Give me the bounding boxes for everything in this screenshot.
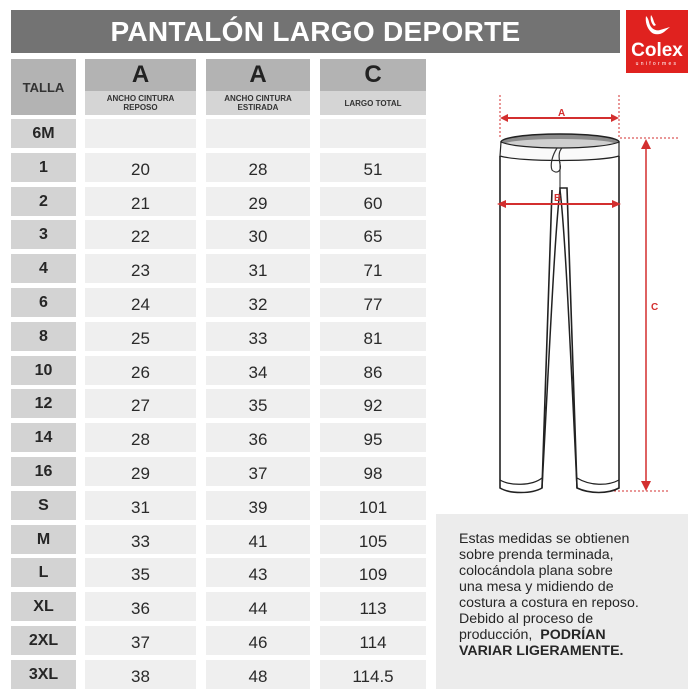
measurement-cell: 31 bbox=[206, 254, 310, 283]
note-line bbox=[459, 627, 684, 643]
note-emphasis: PODRÍAN bbox=[540, 627, 606, 643]
measurement-cell: 43 bbox=[206, 558, 310, 587]
note-line: Debido al proceso de bbox=[459, 611, 594, 627]
measurement-cell: 39 bbox=[206, 491, 310, 520]
measurement-cell: 33 bbox=[206, 322, 310, 351]
pants-diagram bbox=[480, 90, 680, 510]
measurement-cell: 29 bbox=[206, 187, 310, 216]
measurement-cell: 21 bbox=[85, 187, 196, 216]
measurement-cell: 23 bbox=[85, 254, 196, 283]
column-letter: C bbox=[320, 59, 426, 91]
measurement-cell: 114.5 bbox=[320, 660, 426, 689]
measurement-cell bbox=[206, 119, 310, 148]
measurement-cell: 22 bbox=[85, 220, 196, 249]
measurement-cell: 65 bbox=[320, 220, 426, 249]
measurement-cell: 105 bbox=[320, 525, 426, 554]
measurement-cell: 32 bbox=[206, 288, 310, 317]
wing-icon bbox=[642, 14, 674, 40]
column-label-line: ANCHO CINTURA bbox=[106, 94, 175, 103]
title-bar bbox=[11, 10, 620, 53]
measurement-cell: 86 bbox=[320, 356, 426, 385]
measurement-cell: 28 bbox=[206, 153, 310, 182]
measurement-cell: 27 bbox=[85, 389, 196, 418]
note-emphasis: VARIAR LIGERAMENTE. bbox=[459, 643, 624, 659]
column-label-line: REPOSO bbox=[123, 103, 158, 112]
measurement-cell: 44 bbox=[206, 592, 310, 621]
svg-text:A: A bbox=[558, 108, 566, 119]
measurement-cell: 41 bbox=[206, 525, 310, 554]
measurement-cell: 51 bbox=[320, 153, 426, 182]
size-cell: 14 bbox=[11, 423, 76, 452]
measurement-cell: 33 bbox=[85, 525, 196, 554]
measurement-cell: 48 bbox=[206, 660, 310, 689]
size-cell: 10 bbox=[11, 356, 76, 385]
svg-text:B: B bbox=[554, 193, 562, 204]
size-cell: 1 bbox=[11, 153, 76, 182]
measurement-cell: 30 bbox=[206, 220, 310, 249]
size-cell: XL bbox=[11, 592, 76, 621]
size-column-header: TALLA bbox=[11, 59, 76, 115]
measurement-cell: 92 bbox=[320, 389, 426, 418]
measurement-cell: 95 bbox=[320, 423, 426, 452]
note-line-text: producción, bbox=[459, 627, 537, 643]
size-cell: 3XL bbox=[11, 660, 76, 689]
measurement-cell: 26 bbox=[85, 356, 196, 385]
brand-tagline: uniformes bbox=[635, 61, 679, 67]
measurement-cell: 77 bbox=[320, 288, 426, 317]
measure-c-arrow bbox=[641, 139, 658, 491]
measurement-cell: 36 bbox=[85, 592, 196, 621]
size-cell: 6M bbox=[11, 119, 76, 148]
size-cell: 16 bbox=[11, 457, 76, 486]
measurement-cell: 101 bbox=[320, 491, 426, 520]
size-cell: M bbox=[11, 525, 76, 554]
column-label-line: LARGO TOTAL bbox=[344, 98, 402, 108]
note-line: colocándola plana sobre bbox=[459, 563, 613, 579]
note-line: costura a costura en reposo. bbox=[459, 595, 639, 611]
size-cell: L bbox=[11, 558, 76, 587]
measurement-cell: 36 bbox=[206, 423, 310, 452]
size-cell: 3 bbox=[11, 220, 76, 249]
note-line: sobre prenda terminada, bbox=[459, 547, 614, 563]
measurement-cell: 20 bbox=[85, 153, 196, 182]
measurement-cell: 46 bbox=[206, 626, 310, 655]
svg-text:C: C bbox=[651, 302, 659, 313]
brand-logo bbox=[626, 10, 688, 73]
measurement-cell: 109 bbox=[320, 558, 426, 587]
measurement-cell: 31 bbox=[85, 491, 196, 520]
note-line: Estas medidas se obtienen bbox=[459, 531, 630, 547]
measurement-cell: 114 bbox=[320, 626, 426, 655]
measurement-cell: 60 bbox=[320, 187, 426, 216]
column-label bbox=[85, 91, 196, 115]
size-cell: 2 bbox=[11, 187, 76, 216]
size-cell: 12 bbox=[11, 389, 76, 418]
measurement-cell: 35 bbox=[85, 558, 196, 587]
column-label-line: ANCHO CINTURA bbox=[224, 94, 292, 103]
note-text bbox=[459, 531, 684, 659]
measurement-cell: 29 bbox=[85, 457, 196, 486]
column-label-line: ESTIRADA bbox=[237, 103, 279, 112]
size-cell: 2XL bbox=[11, 626, 76, 655]
column-letter: A bbox=[85, 59, 196, 91]
measurement-cell bbox=[85, 119, 196, 148]
brand-name: Colex bbox=[631, 40, 683, 61]
measurement-cell: 35 bbox=[206, 389, 310, 418]
size-cell: 4 bbox=[11, 254, 76, 283]
measurement-cell: 71 bbox=[320, 254, 426, 283]
note-line bbox=[459, 643, 684, 659]
measurement-cell: 81 bbox=[320, 322, 426, 351]
measurement-cell: 28 bbox=[85, 423, 196, 452]
column-label bbox=[206, 91, 310, 115]
column-label bbox=[320, 91, 426, 115]
measurement-cell: 37 bbox=[85, 626, 196, 655]
measurement-note bbox=[436, 514, 688, 689]
measurement-cell: 38 bbox=[85, 660, 196, 689]
measurement-cell: 34 bbox=[206, 356, 310, 385]
measurement-cell bbox=[320, 119, 426, 148]
page-title: PANTALÓN LARGO DEPORTE bbox=[110, 15, 521, 47]
measure-a-arrow bbox=[500, 108, 619, 122]
measurement-cell: 25 bbox=[85, 322, 196, 351]
column-letter: A bbox=[206, 59, 310, 91]
measurement-cell: 113 bbox=[320, 592, 426, 621]
measurement-cell: 98 bbox=[320, 457, 426, 486]
measurement-cell: 37 bbox=[206, 457, 310, 486]
size-cell: S bbox=[11, 491, 76, 520]
measurement-cell: 24 bbox=[85, 288, 196, 317]
note-line: una mesa y midiendo de bbox=[459, 579, 614, 595]
size-cell: 6 bbox=[11, 288, 76, 317]
size-cell: 8 bbox=[11, 322, 76, 351]
